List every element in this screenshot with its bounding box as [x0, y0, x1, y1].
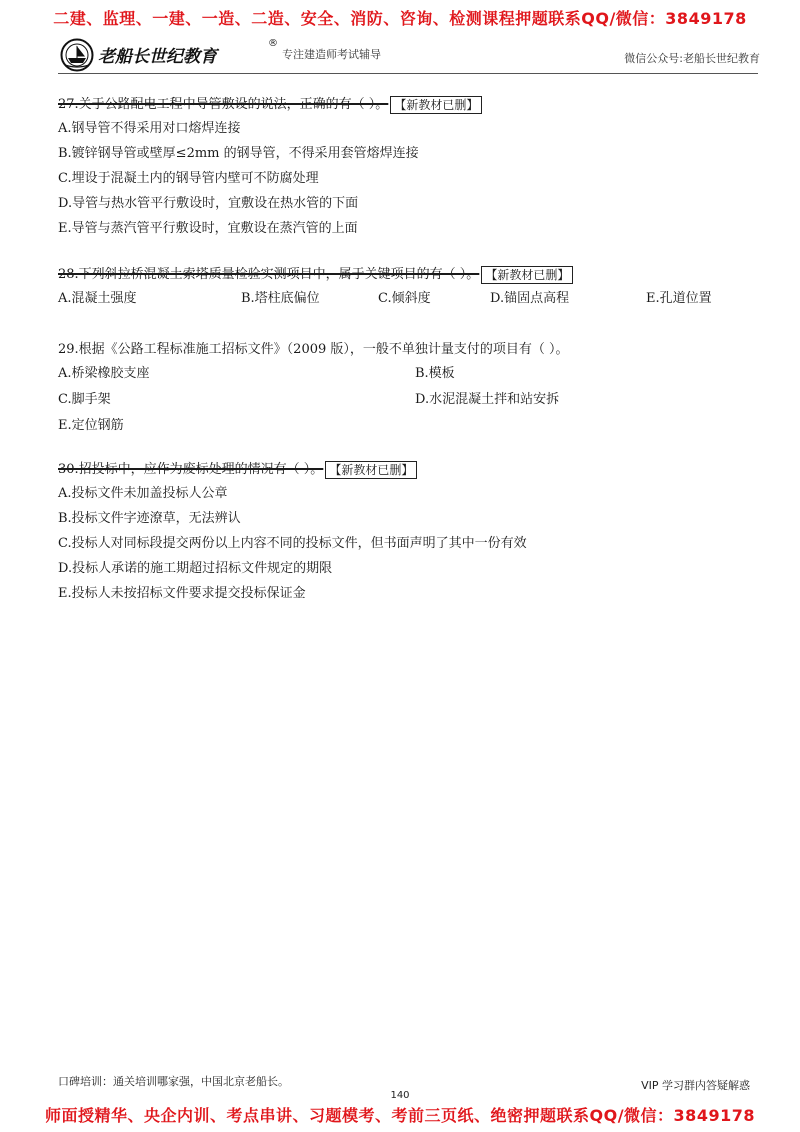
- options-row: [58, 387, 758, 413]
- option-a: A.投标文件未加盖投标人公章: [58, 486, 228, 501]
- options-row: [58, 286, 758, 312]
- option-b: B.模板: [415, 366, 455, 381]
- footer-slogan: 口碑培训：通关培训哪家强，中国北京老船长。: [58, 1075, 289, 1088]
- question-stem: [58, 459, 758, 481]
- ship-logo-icon: [60, 38, 94, 72]
- question-text: 29.根据《公路工程标准施工招标文件》（2009 版），一般不单独计量支付的项目有（ ）。: [58, 342, 569, 357]
- option-d: D.锚固点高程: [490, 291, 570, 306]
- question-text: 30.招投标中，应作为废标处理的情况有（ ）。: [58, 462, 324, 477]
- option-e: E.投标人未按招标文件要求提交投标保证金: [58, 586, 306, 601]
- question-28: [58, 264, 758, 312]
- bottom-promo-banner: 师面授精华、央企内训、考点串讲、习题模考、考前三页纸、绝密押题联系QQ/微信：3849178: [45, 1106, 755, 1125]
- option-a: A.混凝土强度: [58, 291, 137, 306]
- question-30: [58, 459, 758, 606]
- brand-tagline: 专注建造师考试辅导: [282, 48, 381, 61]
- page-header: [60, 38, 760, 72]
- top-promo-banner: 二建、监理、一建、一造、二造、安全、消防、咨询、检测课程押题联系QQ/微信：3849178: [53, 9, 747, 28]
- question-27: [58, 94, 758, 241]
- options-row: [58, 361, 758, 387]
- option-e: E.导管与蒸汽管平行敷设时，宜敷设在蒸汽管的上面: [58, 221, 358, 236]
- option-a: A.桥梁橡胶支座: [58, 366, 150, 381]
- option-d: D.水泥混凝土拌和站安拆: [415, 392, 560, 407]
- option-b: B.塔柱底偏位: [241, 291, 320, 306]
- option-d: D.投标人承诺的施工期超过招标文件规定的期限: [58, 561, 333, 576]
- question-text: 27.关于公路配电工程中导管敷设的说法，正确的有（ ）。: [58, 97, 389, 112]
- question-text: 28.下列斜拉桥混凝土索塔质量检验实测项目中，属于关键项目的有（ ）。: [58, 267, 480, 282]
- deleted-tag: 【新教材已删】: [390, 96, 482, 114]
- brand-name: 老船长世纪教育: [98, 47, 217, 67]
- option-a: A.钢导管不得采用对口熔焊连接: [58, 121, 241, 136]
- wechat-account: 微信公众号:老船长世纪教育: [624, 52, 760, 65]
- options-row: [58, 413, 758, 439]
- registered-mark: ®: [268, 38, 278, 49]
- option-c: C.投标人对同标段提交两份以上内容不同的投标文件，但书面声明了其中一份有效: [58, 536, 527, 551]
- option-b: B.投标文件字迹潦草，无法辨认: [58, 511, 241, 526]
- page-number: 140: [390, 1090, 410, 1101]
- option-c: C.倾斜度: [378, 291, 431, 306]
- question-stem: [58, 94, 758, 116]
- question-29: [58, 339, 758, 439]
- option-e: E.孔道位置: [646, 291, 712, 306]
- option-d: D.导管与热水管平行敷设时，宜敷设在热水管的下面: [58, 196, 359, 211]
- option-e: E.定位钢筋: [58, 418, 124, 433]
- header-divider: [58, 73, 758, 74]
- option-c: C.埋设于混凝土内的钢导管内壁可不防腐处理: [58, 171, 319, 186]
- footer-vip-note: VIP 学习群内答疑解惑: [641, 1079, 750, 1092]
- option-c: C.脚手架: [58, 392, 111, 407]
- question-stem: [58, 339, 758, 361]
- deleted-tag: 【新教材已删】: [481, 266, 573, 284]
- deleted-tag: 【新教材已删】: [325, 461, 417, 479]
- question-stem: [58, 264, 758, 286]
- option-b: B.镀锌钢导管或壁厚≤2mm 的钢导管，不得采用套管熔焊连接: [58, 146, 419, 161]
